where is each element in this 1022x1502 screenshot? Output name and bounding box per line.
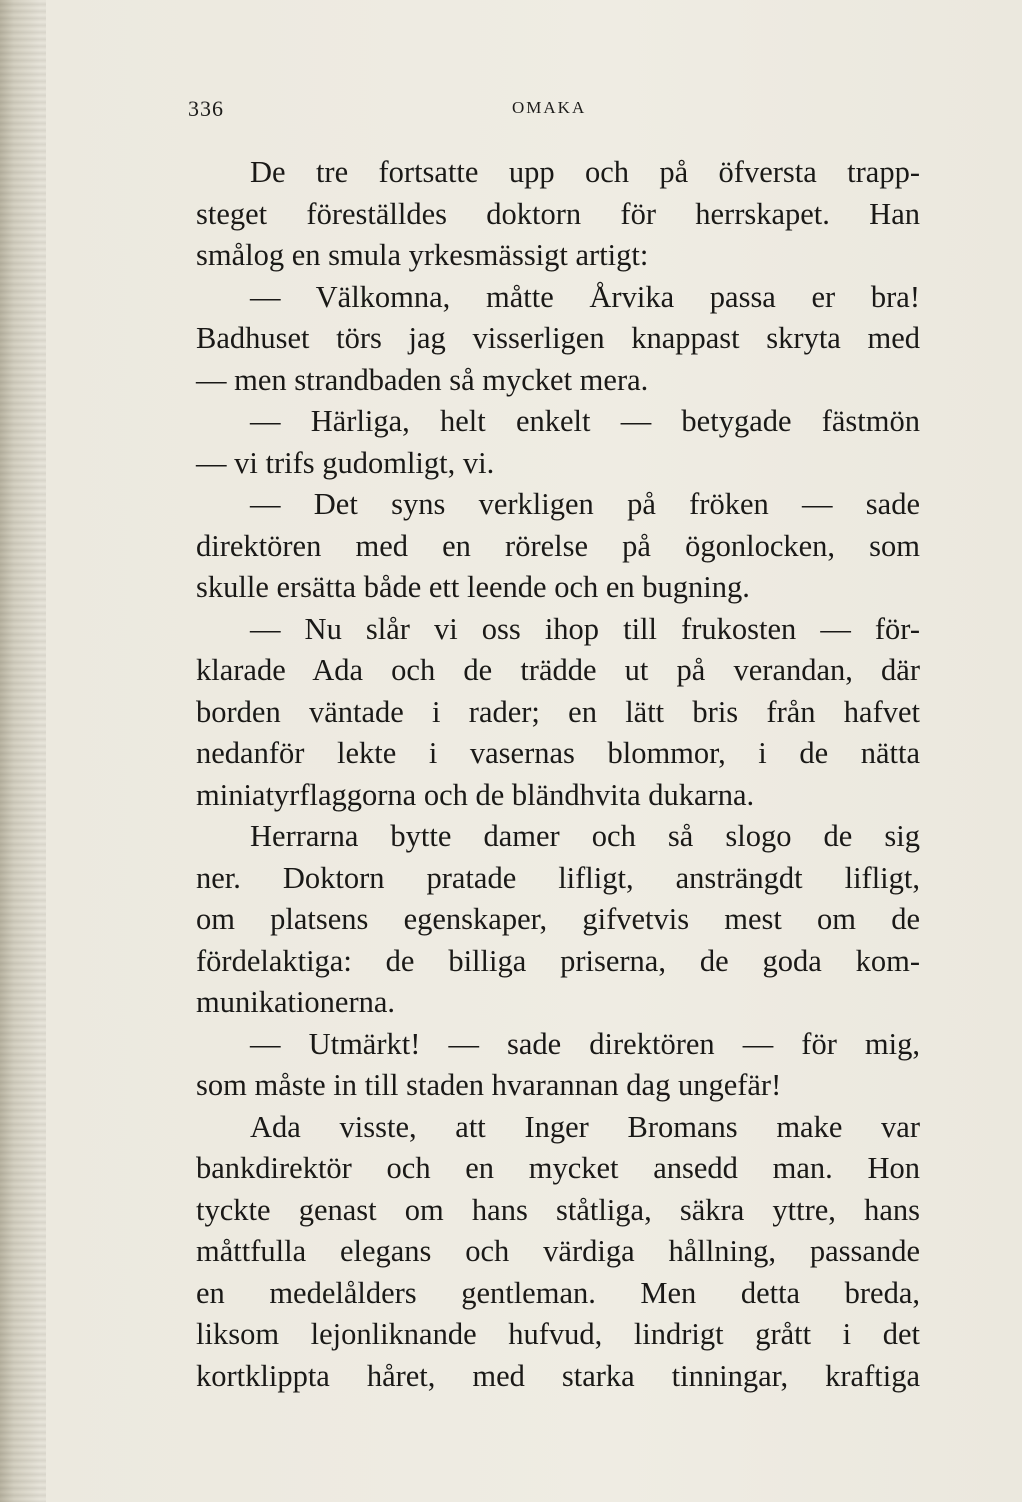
text-line: Badhuset törs jag visserligen knappast skryta med xyxy=(196,321,920,355)
text-line: måttfulla elegans och värdiga hållning, passande xyxy=(196,1234,920,1268)
page-header xyxy=(188,96,928,128)
text-line: fördelaktiga: de billiga priserna, de goda kom- xyxy=(196,943,920,978)
text-line: liksom lejonliknande hufvud, lindrigt grått i det xyxy=(196,1317,920,1351)
text-line: — Utmärkt! — sade direktören — för mig, xyxy=(250,1026,920,1061)
text-line: ner. Doktorn pratade lifligt, ansträngdt lifligt, xyxy=(196,860,920,895)
text-line: — Det syns verkligen på fröken — sade xyxy=(250,487,920,521)
text-line: nedanför lekte i vasernas blommor, i de nätta xyxy=(196,736,920,770)
body-text xyxy=(196,152,920,1397)
text-line: kortklippta håret, med starka tinningar, kraftiga xyxy=(196,1358,920,1393)
text-line: borden väntade i rader; en lätt bris från hafvet xyxy=(196,694,920,729)
text-line: om platsens egenskaper, gifvetvis mest om de xyxy=(196,902,920,936)
text-line: klarade Ada och de trädde ut på verandan, där xyxy=(196,653,920,687)
binding-gutter xyxy=(0,0,46,1502)
text-line: munikationerna. xyxy=(196,985,396,1019)
text-line: miniatyrflaggorna och de bländhvita dukarna. xyxy=(196,777,755,812)
text-line: — men strandbaden så mycket mera. xyxy=(196,362,649,397)
text-line: smålog en smula yrkesmässigt artigt: xyxy=(196,238,649,272)
text-line: skulle ersätta både ett leende och en bugning. xyxy=(196,570,750,604)
text-line: Herrarna bytte damer och så slogo de sig xyxy=(250,819,920,853)
text-line: — vi trifs gudomligt, vi. xyxy=(196,445,495,480)
text-line: — Nu slår vi oss ihop till frukosten — för- xyxy=(250,611,920,646)
text-line: tyckte genast om hans ståtliga, säkra yttre, hans xyxy=(196,1192,920,1227)
text-line: Ada visste, att Inger Bromans make var xyxy=(250,1109,920,1144)
running-title: OMAKA xyxy=(512,98,587,117)
text-line: direktören med en rörelse på ögonlocken, som xyxy=(196,528,920,563)
page-number: 336 xyxy=(188,96,224,121)
text-line: steget föreställdes doktorn för herrskapet. Han xyxy=(196,196,920,231)
text-line: bankdirektör och en mycket ansedd man. Hon xyxy=(196,1151,920,1185)
text-line: en medelålders gentleman. Men detta breda, xyxy=(196,1275,920,1310)
text-line: som måste in till staden hvarannan dag ungefär! xyxy=(196,1068,782,1102)
text-line: — Härliga, helt enkelt — betygade fästmön xyxy=(250,404,920,438)
text-line: De tre fortsatte upp och på öfversta trapp- xyxy=(250,155,920,189)
text-line: — Välkomna, måtte Årvika passa er bra! xyxy=(250,279,920,314)
